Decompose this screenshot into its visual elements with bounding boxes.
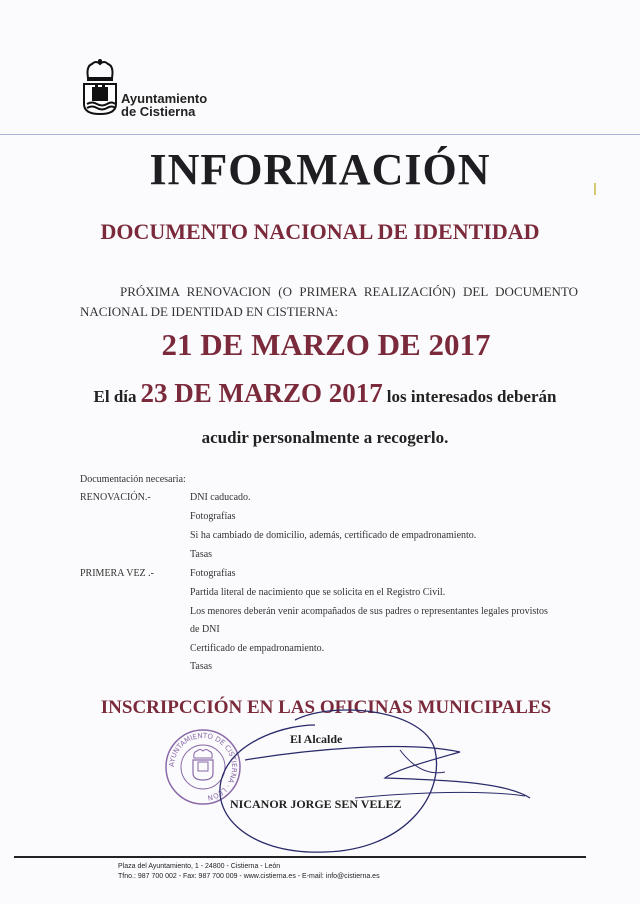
footer-contact-details: Tfno.: 987 700 002 - Fax: 987 700 009 - www.cistierna.es - E-mail: info@cistierna.es	[118, 873, 380, 880]
pickup-line-2: acudir personalmente a recogerlo.	[201, 428, 449, 447]
primera-vez-label: PRIMERA VEZ .-	[80, 568, 154, 579]
seal-text: AYUNTAMIENTO DE CISTIERNA · LEÓN	[167, 731, 239, 802]
footer-contact	[118, 862, 380, 882]
pickup-line	[0, 378, 640, 409]
page-subtitle: DOCUMENTO NACIONAL DE IDENTIDAD	[100, 219, 540, 244]
list-item: Si ha cambiado de domicilio, además, certificado de empadronamiento.	[190, 530, 477, 541]
header-divider	[0, 134, 640, 135]
requirements-heading: Documentación necesaria:	[80, 474, 186, 485]
footer-address: Plaza del Ayuntamiento, 1 - 24800 - Cistierna - León	[118, 863, 281, 870]
pickup-date: 23 DE MARZO 2017	[140, 378, 383, 408]
signer-name: NICANOR JORGE SEN VELEZ	[230, 797, 402, 811]
handwritten-signature	[185, 700, 535, 860]
org-line-2: de Cistierna	[121, 104, 196, 119]
inscription-heading: INSCRIPCCIÓN EN LAS OFICINAS MUNICIPALES	[100, 697, 552, 718]
list-item: Fotografías	[190, 568, 236, 579]
organization-name	[121, 92, 207, 118]
pickup-prefix: El día	[93, 387, 137, 406]
org-line-1: Ayuntamiento	[121, 91, 208, 106]
pickup-suffix: los interesados deberán	[386, 387, 557, 406]
intro-text: PRÓXIMA RENOVACION (O PRIMERA REALIZACIÓN) DEL DOCUMENTO NACIONAL DE IDENTIDAD EN CISTIERNA:	[80, 284, 578, 319]
list-item: Los menores deberán venir acompañados de sus padres o representantes legales provistos	[190, 606, 548, 617]
page-title: INFORMACIÓN	[149, 145, 491, 194]
list-item: de DNI	[190, 624, 220, 635]
renovacion-label: RENOVACIÓN.-	[80, 492, 151, 503]
list-item: Certificado de empadronamiento.	[190, 643, 325, 654]
list-item: DNI caducado.	[190, 492, 251, 503]
footer-divider	[14, 856, 586, 858]
intro-paragraph	[80, 282, 578, 322]
list-item: Partida literal de nacimiento que se solicita en el Registro Civil.	[190, 587, 446, 598]
list-item: Tasas	[190, 549, 213, 560]
signer-role: El Alcalde	[290, 732, 343, 746]
ayuntamiento-crest-icon	[82, 56, 118, 116]
list-item: Tasas	[190, 661, 213, 672]
appointment-date: 21 DE MARZO DE 2017	[161, 327, 491, 362]
list-item: Fotografías	[190, 511, 236, 522]
